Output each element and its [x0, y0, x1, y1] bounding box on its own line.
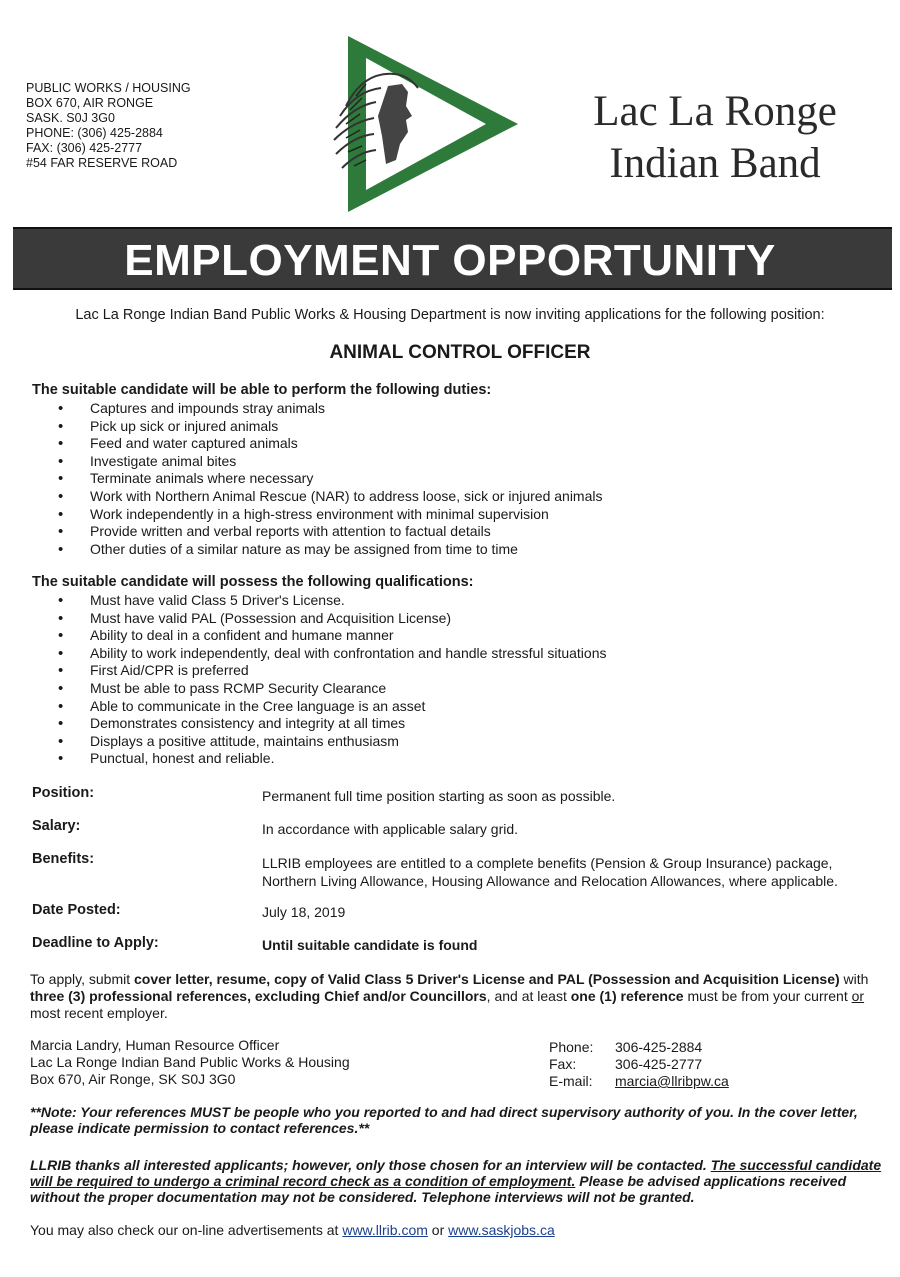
salary-value: In accordance with applicable salary grid.	[262, 821, 519, 837]
fax-value: 306-425-2777	[615, 1056, 703, 1072]
list-item: • Must be able to pass RCMP Security Clearance	[58, 680, 607, 698]
saskjobs-link[interactable]: www.saskjobs.ca	[448, 1222, 555, 1238]
date-posted-label: Date Posted:	[32, 902, 121, 918]
date-posted-value: July 18, 2019	[262, 904, 346, 920]
list-item: • Must have valid PAL (Possession and Acquisition License)	[58, 610, 607, 628]
list-item: • Investigate animal bites	[58, 453, 603, 471]
list-item: • Provide written and verbal reports with attention to factual details	[58, 523, 603, 541]
apply-text: To apply, submit	[30, 971, 135, 987]
benefits-value	[262, 854, 838, 890]
list-item: • Feed and water captured animals	[58, 435, 603, 453]
address-line: SASK. S0J 3G0	[26, 111, 115, 125]
address-line: FAX: (306) 425-2777	[26, 141, 143, 155]
list-item: • First Aid/CPR is preferred	[58, 662, 607, 680]
list-item: • Work independently in a high-stress environment with minimal supervision	[58, 506, 603, 524]
benefits-label: Benefits:	[32, 851, 95, 867]
deadline-value: Until suitable candidate is found	[262, 937, 478, 953]
phone-value: 306-425-2884	[615, 1039, 703, 1055]
list-item: • Work with Northern Animal Rescue (NAR) to address loose, sick or injured animals	[58, 488, 603, 506]
address-line: BOX 670, AIR RONGE	[26, 96, 154, 110]
duties-heading: The suitable candidate will be able to perform the following duties:	[32, 382, 492, 398]
contact-org: Lac La Ronge Indian Band Public Works & Housing	[30, 1054, 350, 1070]
position-label: Position:	[32, 785, 95, 801]
apply-one-reference: one (1) reference	[570, 988, 684, 1004]
address-line: PHONE: (306) 425-2884	[26, 126, 163, 140]
benefits-line: Northern Living Allowance, Housing Allowance and Relocation Allowances, where applicable.	[262, 873, 838, 889]
list-item: • Demonstrates consistency and integrity at all times	[58, 715, 607, 733]
apply-text: must be from your current	[683, 988, 852, 1004]
apply-docs: cover letter, resume, copy of Valid Class 5 Driver's License and PAL (Possession and Acquisition License)	[134, 971, 840, 987]
email-label: E-mail:	[549, 1073, 593, 1089]
benefits-line: LLRIB employees are entitled to a complete benefits (Pension & Group Insurance) package,	[262, 855, 833, 871]
contact-details	[549, 1039, 729, 1090]
apply-text: most recent employer.	[30, 1005, 168, 1021]
thanks-text: LLRIB thanks all interested applicants; however, only those chosen for an interview will be contacted.	[30, 1157, 711, 1173]
list-item: • Captures and impounds stray animals	[58, 400, 603, 418]
qualifications-heading: The suitable candidate will possess the following qualifications:	[32, 574, 474, 590]
apply-or: or	[851, 988, 865, 1004]
online-text: You may also check our on-line advertisements at	[30, 1222, 343, 1238]
qualifications-list	[58, 592, 607, 768]
band-logo-icon	[326, 36, 518, 212]
apply-references: three (3) professional references, excluding Chief and/or Councillors	[30, 988, 487, 1004]
list-item: • Punctual, honest and reliable.	[58, 750, 607, 768]
llrib-link[interactable]: www.llrib.com	[342, 1222, 428, 1238]
deadline-label: Deadline to Apply:	[32, 935, 159, 951]
references-note: **Note: Your references MUST be people who you reported to and had direct supervisory authority of you. In the cover letter, please indicate permission to contact references.**	[30, 1104, 858, 1136]
contact-address: Box 670, Air Ronge, SK S0J 3G0	[30, 1071, 236, 1087]
address-line: PUBLIC WORKS / HOUSING	[26, 81, 191, 95]
list-item: • Ability to work independently, deal with confrontation and handle stressful situations	[58, 645, 607, 663]
band-name-line2: Indian Band	[609, 140, 821, 187]
list-item: • Pick up sick or injured animals	[58, 418, 603, 436]
thanks-text: Please be advised applications received without the proper documentation may not be considered. Telephone interviews will not be granted.	[30, 1173, 847, 1205]
list-item: • Displays a positive attitude, maintains enthusiasm	[58, 733, 607, 751]
criminal-check-text: The successful candidate will be required to undergo a criminal record check as a condition of employment.	[30, 1157, 882, 1189]
duties-list	[58, 400, 603, 558]
apply-instructions	[30, 971, 880, 1022]
online-ads	[30, 1222, 555, 1238]
list-item: • Ability to deal in a confident and humane manner	[58, 627, 607, 645]
online-text: or	[427, 1222, 449, 1238]
contact-block	[30, 1037, 350, 1088]
email-link[interactable]: marcia@llribpw.ca	[615, 1073, 729, 1089]
salary-label: Salary:	[32, 818, 81, 834]
intro-text: Lac La Ronge Indian Band Public Works & Housing Department is now inviting applications for the following position:	[75, 307, 825, 323]
banner-title: EMPLOYMENT OPPORTUNITY	[124, 236, 776, 285]
list-item: • Must have valid Class 5 Driver's License.	[58, 592, 607, 610]
address-line: #54 FAR RESERVE ROAD	[26, 156, 178, 170]
apply-text: , and at least	[486, 988, 571, 1004]
list-item: • Able to communicate in the Cree language is an asset	[58, 698, 607, 716]
return-address	[26, 81, 191, 171]
band-name	[560, 86, 870, 190]
band-name-line1: Lac La Ronge	[593, 88, 837, 135]
thanks-paragraph	[30, 1157, 890, 1205]
contact-name: Marcia Landry, Human Resource Officer	[30, 1037, 280, 1053]
position-value: Permanent full time position starting as soon as possible.	[262, 788, 616, 804]
fax-label: Fax:	[549, 1056, 577, 1072]
phone-label: Phone:	[549, 1039, 594, 1055]
list-item: • Other duties of a similar nature as may be assigned from time to time	[58, 541, 603, 559]
apply-text: with	[839, 971, 869, 987]
job-title: ANIMAL CONTROL OFFICER	[329, 342, 591, 363]
list-item: • Terminate animals where necessary	[58, 470, 603, 488]
